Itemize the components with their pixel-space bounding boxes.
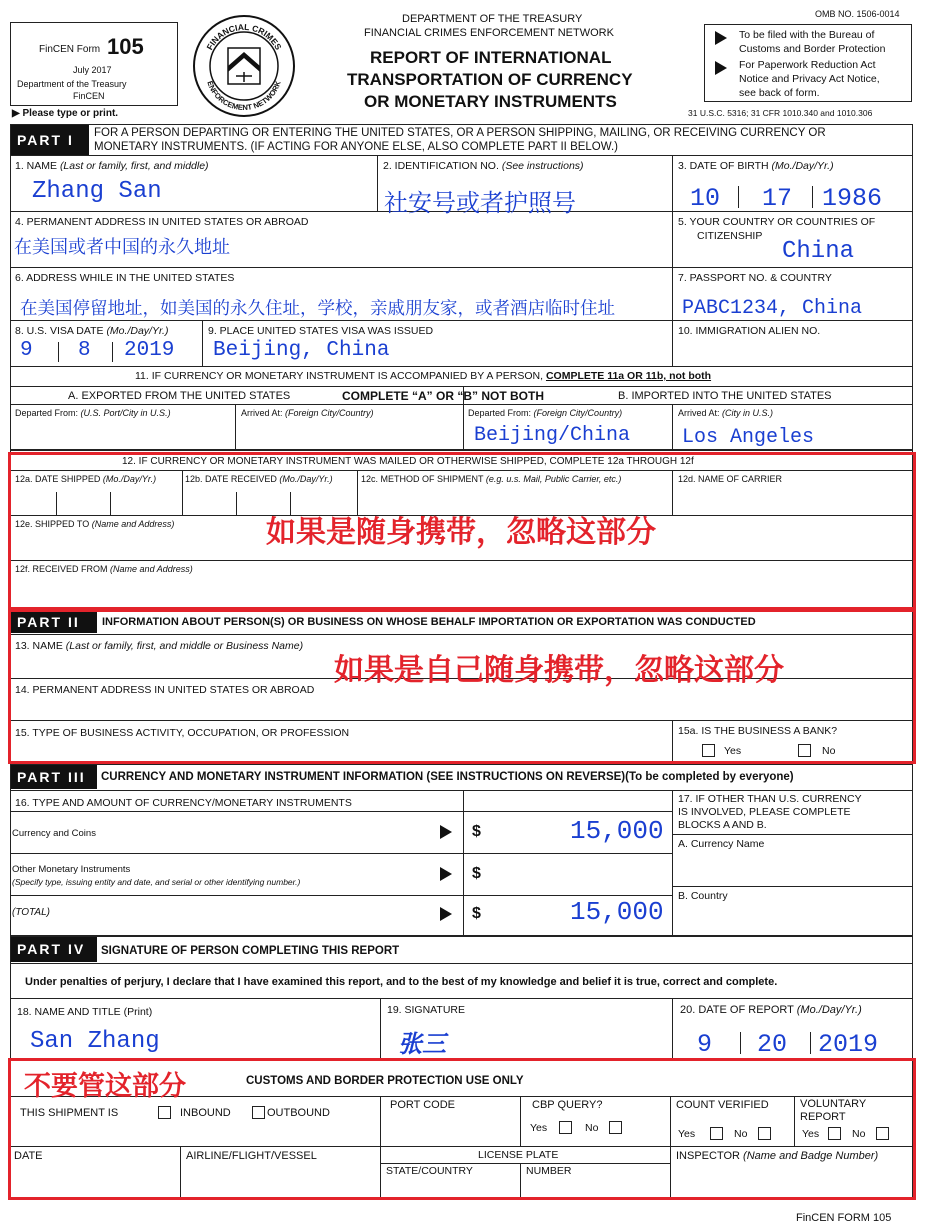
passport-label: 7. PASSPORT NO. & COUNTRY	[678, 272, 832, 284]
passport-value[interactable]: PABC1234, China	[682, 297, 863, 320]
inspector-label: INSPECTOR (Name and Badge Number)	[676, 1150, 879, 1162]
visa-day[interactable]: 8	[78, 339, 91, 362]
f17-label1: 17. IF OTHER THAN U.S. CURRENCY	[678, 793, 862, 805]
part1-desc1: FOR A PERSON DEPARTING OR ENTERING THE UNITED STATES, OR A PERSON SHIPPING, MAILING, OR RECEIVING CURRENCY OR	[94, 127, 826, 139]
state-country-label: STATE/COUNTRY	[386, 1165, 473, 1177]
count-verified-label: COUNT VERIFIED	[676, 1099, 769, 1111]
f12a-label: 12a. DATE SHIPPED (Mo./Day/Yr.)	[15, 474, 157, 484]
form-id-box	[10, 22, 178, 106]
usc-citation: 31 U.S.C. 5316; 31 CFR 1010.340 and 1010.306	[688, 108, 873, 118]
bank-no-label: No	[822, 745, 836, 757]
dob-month[interactable]: 10	[690, 184, 721, 213]
f11a-label: A. EXPORTED FROM THE UNITED STATES	[68, 390, 291, 402]
citizenship-label2: CITIZENSHIP	[697, 230, 763, 242]
triangle-icon	[440, 907, 452, 921]
perm-address-value[interactable]: 在美国或者中国的永久地址	[14, 237, 230, 258]
f12c-label: 12c. METHOD OF SHIPMENT (e.g. u.s. Mail, Public Carrier, etc.)	[361, 474, 622, 484]
agency-line2: FINANCIAL CRIMES ENFORCEMENT NETWORK	[364, 27, 614, 39]
voluntary-label1: VOLUNTARY	[800, 1098, 867, 1110]
row2-hint: (Specify type, issuing entity and date, and serial or other identifying number.)	[12, 877, 301, 887]
cbp-date-label: DATE	[14, 1150, 43, 1162]
annotation-part2: 如果是自己随身携带，忽略这部分	[334, 653, 784, 688]
inbound-label: INBOUND	[180, 1107, 231, 1119]
voluntary-label2: REPORT	[800, 1111, 846, 1123]
visa-place-value[interactable]: Beijing, China	[213, 339, 390, 362]
agency-line1: DEPARTMENT OF THE TREASURY	[402, 13, 583, 25]
report-title-2: TRANSPORTATION OF CURRENCY	[347, 70, 633, 89]
total-label: (TOTAL)	[12, 907, 50, 918]
perjury-statement: Under penalties of perjury, I declare that I have examined this report, and to the best of my knowledge and belief it is true, correct and complete.	[25, 976, 778, 988]
annotation-cbp: 不要管这部分	[24, 1071, 186, 1102]
triangle-icon	[715, 61, 727, 75]
f12b-label: 12b. DATE RECEIVED (Mo./Day/Yr.)	[185, 474, 333, 484]
arrived-at2-value[interactable]: Los Angeles	[682, 426, 815, 449]
cbp-title: CUSTOMS AND BORDER PROTECTION USE ONLY	[246, 1075, 524, 1087]
f17-label3: BLOCKS A AND B.	[678, 819, 767, 831]
f11-label: 11. IF CURRENCY OR MONETARY INSTRUMENT IS ACCOMPANIED BY A PERSON, COMPLETE 11a OR 11b, not both	[135, 370, 712, 382]
part1-tag: PART I	[11, 125, 89, 155]
f12f-label: 12f. RECEIVED FROM (Name and Address)	[15, 564, 193, 574]
port-code-label: PORT CODE	[390, 1099, 455, 1111]
arrived-at-label: Arrived At: (Foreign City/Country)	[241, 408, 374, 418]
license-plate-label: LICENSE PLATE	[478, 1149, 559, 1161]
count-no: No	[734, 1128, 748, 1140]
perm-address-label: 4. PERMANENT ADDRESS IN UNITED STATES OR ABROAD	[15, 216, 309, 228]
f12d-label: 12d. NAME OF CARRIER	[678, 474, 783, 484]
voluntary-yes: Yes	[802, 1128, 820, 1140]
currency-amount[interactable]: 15,000	[570, 816, 664, 846]
citizenship-value[interactable]: China	[782, 238, 855, 265]
part3-desc: CURRENCY AND MONETARY INSTRUMENT INFORMATION (SEE INSTRUCTIONS ON REVERSE)(To be completed by everyone)	[101, 771, 794, 783]
seal-top-text: FINANCIAL CRIMES	[204, 21, 284, 52]
form-label: FinCEN Form	[39, 44, 101, 55]
alien-no-label: 10. IMMIGRATION ALIEN NO.	[678, 325, 821, 337]
triangle-icon	[440, 867, 452, 881]
part4-tag: PART IV	[11, 937, 97, 962]
dob-label: 3. DATE OF BIRTH (Mo./Day/Yr.)	[678, 160, 834, 172]
us-address-label: 6. ADDRESS WHILE IN THE UNITED STATES	[15, 272, 235, 284]
part3-tag: PART III	[11, 765, 97, 789]
notice-2a: For Paperwork Reduction Act	[739, 59, 876, 71]
outbound-label: OUTBOUND	[267, 1107, 330, 1119]
f14-label: 14. PERMANENT ADDRESS IN UNITED STATES OR ABROAD	[15, 684, 315, 696]
annotation-shipment: 如果是随身携带，忽略这部分	[266, 515, 656, 550]
dollar-sign: $	[472, 865, 481, 882]
f15-label: 15. TYPE OF BUSINESS ACTIVITY, OCCUPATION, OR PROFESSION	[15, 727, 350, 739]
cbp-query-yes: Yes	[530, 1122, 548, 1134]
notice-2c: see back of form.	[739, 87, 820, 99]
dob-year[interactable]: 1986	[822, 184, 883, 213]
part2-tag: PART II	[11, 611, 97, 633]
cbp-query-no: No	[585, 1122, 599, 1134]
arrived-at2-label: Arrived At: (City in U.S.)	[678, 408, 774, 418]
triangle-icon: ▶	[12, 108, 23, 119]
departed-from2-value[interactable]: Beijing/China	[474, 424, 631, 447]
form-date: July 2017	[73, 65, 112, 75]
dollar-sign: $	[472, 823, 481, 840]
report-year[interactable]: 2019	[818, 1030, 879, 1059]
f12-label: 12. IF CURRENCY OR MONETARY INSTRUMENT WAS MAILED OR OTHERWISE SHIPPED, COMPLETE 12a THROUGH 12f	[122, 456, 694, 467]
count-yes: Yes	[678, 1128, 696, 1140]
fincen-seal	[192, 14, 296, 118]
notice-1a: To be filed with the Bureau of	[739, 29, 875, 41]
f19-label: 19. SIGNATURE	[387, 1004, 465, 1016]
f17b-label: B. Country	[678, 890, 728, 902]
report-month[interactable]: 9	[697, 1030, 713, 1059]
dob-day[interactable]: 17	[762, 184, 793, 213]
visa-year[interactable]: 2019	[124, 339, 175, 362]
f17a-label: A. Currency Name	[678, 838, 765, 850]
f15a-label: 15a. IS THE BUSINESS A BANK?	[678, 725, 838, 737]
name-label: 1. NAME (Last or family, first, and middle)	[15, 160, 209, 172]
triangle-icon	[715, 31, 727, 45]
part2-desc: INFORMATION ABOUT PERSON(S) OR BUSINESS ON WHOSE BEHALF IMPORTATION OR EXPORTATION WAS CONDUCTED	[102, 616, 756, 628]
notice-1b: Customs and Border Protection	[739, 43, 886, 55]
us-address-value[interactable]: 在美国停留地址，如美国的永久住址，学校，亲戚朋友家，或者酒店临时住址	[20, 299, 615, 319]
row1-label: Currency and Coins	[12, 828, 96, 839]
visa-place-label: 9. PLACE UNITED STATES VISA WAS ISSUED	[208, 325, 434, 337]
part4-desc: SIGNATURE OF PERSON COMPLETING THIS REPORT	[101, 945, 400, 957]
citizenship-label1: 5. YOUR COUNTRY OR COUNTRIES OF	[678, 216, 876, 228]
name-title-value[interactable]: San Zhang	[30, 1028, 160, 1055]
f20-label: 20. DATE OF REPORT (Mo./Day/Yr.)	[680, 1004, 862, 1016]
report-title-1: REPORT OF INTERNATIONAL	[370, 48, 612, 67]
visa-month[interactable]: 9	[20, 339, 33, 362]
report-day[interactable]: 20	[757, 1030, 788, 1059]
signature-value[interactable]: 张三	[398, 1030, 446, 1058]
form-dept: Department of the Treasury	[17, 79, 127, 89]
triangle-icon	[440, 825, 452, 839]
f11-mid-label: COMPLETE “A” OR “B” NOT BOTH	[342, 389, 544, 403]
f16-label: 16. TYPE AND AMOUNT OF CURRENCY/MONETARY INSTRUMENTS	[15, 797, 352, 809]
name-value[interactable]: Zhang San	[32, 178, 162, 205]
report-title-3: OR MONETARY INSTRUMENTS	[364, 92, 617, 111]
voluntary-no: No	[852, 1128, 866, 1140]
seal-bottom-text: ENFORCEMENT NETWORK	[205, 79, 283, 113]
notice-2b: Notice and Privacy Act Notice,	[739, 73, 880, 85]
f11b-label: B. IMPORTED INTO THE UNITED STATES	[618, 390, 832, 402]
plate-number-label: NUMBER	[526, 1165, 572, 1177]
f12e-label: 12e. SHIPPED TO (Name and Address)	[15, 519, 175, 529]
f17-label2: IS INVOLVED, PLEASE COMPLETE	[678, 806, 851, 818]
bank-yes-label: Yes	[724, 745, 742, 757]
omb-number: OMB NO. 1506-0014	[815, 9, 900, 19]
id-value[interactable]: 社安号或者护照号	[384, 189, 576, 217]
please-type: ▶ Please type or print.	[12, 108, 119, 119]
visa-date-label: 8. U.S. VISA DATE (Mo./Day/Yr.)	[15, 325, 169, 337]
row2-label: Other Monetary Instruments	[12, 864, 131, 875]
filing-notice-box	[704, 24, 912, 102]
departed-from-label: Departed From: (U.S. Port/City in U.S.)	[15, 408, 171, 418]
f13-label: 13. NAME (Last or family, first, and middle or Business Name)	[15, 640, 304, 652]
cbp-query-label: CBP QUERY?	[532, 1099, 603, 1111]
shipment-label: THIS SHIPMENT IS	[20, 1107, 119, 1119]
footer-form-id: FinCEN FORM 105	[796, 1212, 892, 1224]
total-amount[interactable]: 15,000	[570, 897, 664, 927]
part1-desc2: MONETARY INSTRUMENTS. (IF ACTING FOR ANYONE ELSE, ALSO COMPLETE PART II BELOW.)	[94, 141, 618, 153]
departed-from2-label: Departed From: (Foreign City/Country)	[468, 408, 623, 418]
form-number: 105	[107, 34, 144, 59]
airline-label: AIRLINE/FLIGHT/VESSEL	[186, 1150, 317, 1162]
dollar-sign: $	[472, 905, 481, 922]
id-label: 2. IDENTIFICATION NO. (See instructions)	[383, 160, 584, 172]
f18-label: 18. NAME AND TITLE (Print)	[17, 1006, 153, 1018]
form-dept2: FinCEN	[73, 91, 105, 101]
